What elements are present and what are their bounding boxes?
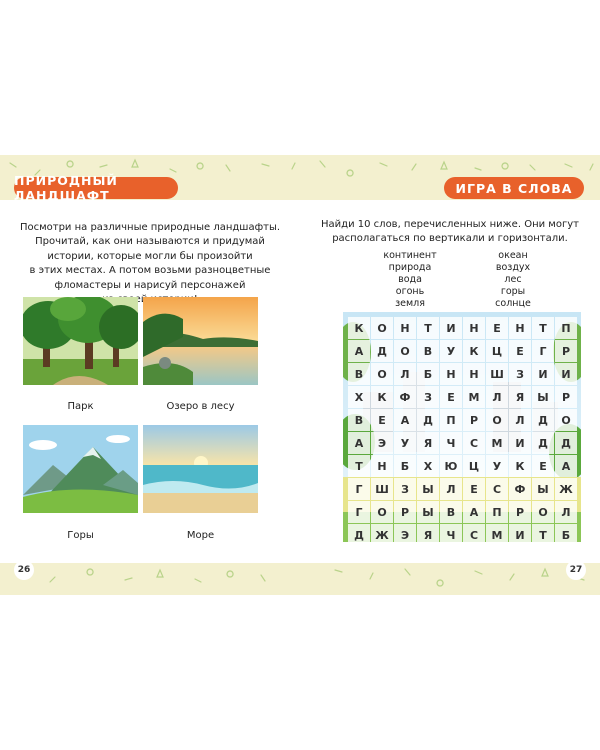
word-list-left bbox=[370, 250, 450, 310]
grid-cell[interactable]: У bbox=[440, 340, 462, 362]
grid-cell[interactable]: Ю bbox=[440, 455, 462, 477]
grid-cell[interactable]: О bbox=[371, 363, 393, 385]
right-page bbox=[300, 155, 600, 595]
grid-cell[interactable]: У bbox=[394, 432, 416, 454]
grid-cell[interactable]: Р bbox=[555, 340, 577, 362]
word-item: вода bbox=[398, 274, 422, 285]
grid-cell[interactable]: Г bbox=[348, 478, 370, 500]
intro-line: фломастеры и нарисуй персонажей bbox=[54, 279, 246, 291]
grid-cell[interactable]: Т bbox=[417, 317, 439, 339]
grid-cell[interactable]: Л bbox=[509, 409, 531, 431]
grid-cell[interactable]: К bbox=[371, 386, 393, 408]
grid-cell[interactable]: М bbox=[463, 386, 485, 408]
grid-cell[interactable]: Т bbox=[532, 317, 554, 339]
right-intro-text bbox=[308, 218, 592, 247]
grid-cell[interactable]: Р bbox=[394, 501, 416, 523]
grid-cell[interactable]: Ы bbox=[532, 386, 554, 408]
caption-mountains: Горы bbox=[67, 530, 94, 541]
grid-cell[interactable]: Д bbox=[532, 432, 554, 454]
grid-cell[interactable]: Т bbox=[532, 524, 554, 542]
grid-cell[interactable]: С bbox=[486, 478, 508, 500]
page-number-right: 27 bbox=[566, 560, 586, 580]
word-item: огонь bbox=[395, 286, 425, 297]
word-item: природа bbox=[388, 262, 432, 273]
grid-cell[interactable]: Ы bbox=[417, 478, 439, 500]
word-item: солнце bbox=[495, 298, 531, 309]
grid-cell[interactable]: О bbox=[394, 340, 416, 362]
grid-cell[interactable]: Е bbox=[440, 386, 462, 408]
word-list-right bbox=[473, 250, 553, 310]
grid-cell[interactable]: Л bbox=[440, 478, 462, 500]
grid-cell[interactable]: Е bbox=[463, 478, 485, 500]
letter-grid bbox=[348, 317, 577, 542]
word-item: лес bbox=[504, 274, 522, 285]
intro-line: Прочитай, как они называются и придумай bbox=[35, 236, 265, 248]
intro-line: Посмотри на различные природные ландшафты. bbox=[19, 222, 281, 233]
grid-cell[interactable]: Г bbox=[348, 501, 370, 523]
grid-cell[interactable]: Н bbox=[509, 317, 531, 339]
grid-cell[interactable]: У bbox=[486, 455, 508, 477]
grid-cell[interactable]: Э bbox=[394, 524, 416, 542]
grid-cell[interactable]: Л bbox=[555, 501, 577, 523]
sea-image bbox=[143, 425, 258, 513]
grid-cell[interactable]: Б bbox=[394, 455, 416, 477]
grid-cell[interactable]: А bbox=[348, 432, 370, 454]
grid-cell[interactable]: Д bbox=[532, 409, 554, 431]
grid-cell[interactable]: Ч bbox=[440, 432, 462, 454]
caption-sea: Море bbox=[186, 530, 215, 541]
grid-cell[interactable]: Н bbox=[463, 317, 485, 339]
grid-cell[interactable]: О bbox=[555, 409, 577, 431]
grid-cell[interactable]: Е bbox=[509, 340, 531, 362]
grid-cell[interactable]: С bbox=[463, 432, 485, 454]
grid-cell[interactable]: В bbox=[348, 363, 370, 385]
grid-cell[interactable]: А bbox=[555, 455, 577, 477]
grid-cell[interactable]: Ы bbox=[532, 478, 554, 500]
grid-cell[interactable]: И bbox=[555, 363, 577, 385]
grid-cell[interactable]: З bbox=[417, 386, 439, 408]
grid-cell[interactable]: Д bbox=[348, 524, 370, 542]
grid-cell[interactable]: Ж bbox=[371, 524, 393, 542]
caption-forest-lake: Озеро в лесу bbox=[166, 401, 235, 412]
word-search-puzzle bbox=[343, 312, 581, 542]
left-intro-text bbox=[10, 221, 290, 307]
grid-cell[interactable]: И bbox=[532, 363, 554, 385]
grid-cell[interactable]: К bbox=[348, 317, 370, 339]
grid-cell[interactable]: П bbox=[440, 409, 462, 431]
grid-cell[interactable]: Я bbox=[509, 386, 531, 408]
grid-cell[interactable]: О bbox=[532, 501, 554, 523]
grid-cell[interactable]: С bbox=[463, 524, 485, 542]
grid-cell[interactable]: Н bbox=[394, 317, 416, 339]
caption-park: Парк bbox=[67, 401, 94, 412]
grid-cell[interactable]: Я bbox=[417, 524, 439, 542]
intro-line: располагаться по вертикали и горизонтали. bbox=[332, 233, 568, 245]
word-item: континент bbox=[383, 250, 437, 261]
grid-cell[interactable]: Ы bbox=[417, 501, 439, 523]
book-spread bbox=[0, 155, 600, 595]
grid-cell[interactable]: А bbox=[463, 501, 485, 523]
grid-cell[interactable]: Б bbox=[417, 363, 439, 385]
grid-cell[interactable]: О bbox=[371, 501, 393, 523]
grid-cell[interactable]: А bbox=[348, 340, 370, 362]
intro-line: в этих местах. А потом возьми разноцветные bbox=[29, 265, 271, 277]
grid-cell[interactable]: Р bbox=[509, 501, 531, 523]
grid-cell[interactable]: Я bbox=[417, 432, 439, 454]
left-page-title: ПРИРОДНЫЙ ЛАНДШАФТ bbox=[14, 177, 178, 199]
forest-lake-image bbox=[143, 297, 258, 385]
grid-cell[interactable]: К bbox=[463, 340, 485, 362]
grid-cell[interactable]: П bbox=[486, 501, 508, 523]
grid-cell[interactable]: Б bbox=[555, 524, 577, 542]
word-item: горы bbox=[500, 286, 526, 297]
mountains-image bbox=[23, 425, 138, 513]
grid-cell[interactable]: О bbox=[486, 409, 508, 431]
grid-cell[interactable]: Р bbox=[463, 409, 485, 431]
right-page-title: ИГРА В СЛОВА bbox=[444, 177, 584, 199]
page-number-left: 26 bbox=[14, 560, 34, 580]
park-image bbox=[23, 297, 138, 385]
grid-cell[interactable]: И bbox=[440, 317, 462, 339]
grid-cell[interactable]: Ф bbox=[509, 478, 531, 500]
grid-cell[interactable]: А bbox=[394, 409, 416, 431]
grid-cell[interactable]: М bbox=[486, 432, 508, 454]
grid-cell[interactable]: Ц bbox=[463, 455, 485, 477]
grid-cell[interactable]: В bbox=[417, 340, 439, 362]
grid-cell[interactable]: Н bbox=[371, 455, 393, 477]
grid-cell[interactable]: Ч bbox=[440, 524, 462, 542]
grid-cell[interactable]: И bbox=[509, 432, 531, 454]
grid-cell[interactable]: Л bbox=[394, 363, 416, 385]
grid-cell[interactable]: Т bbox=[348, 455, 370, 477]
grid-cell[interactable]: П bbox=[555, 317, 577, 339]
word-item: океан bbox=[498, 250, 528, 261]
grid-cell[interactable]: Е bbox=[532, 455, 554, 477]
grid-cell[interactable]: М bbox=[486, 524, 508, 542]
grid-cell[interactable]: Ц bbox=[486, 340, 508, 362]
grid-cell[interactable]: К bbox=[509, 455, 531, 477]
grid-cell[interactable]: Г bbox=[532, 340, 554, 362]
grid-cell[interactable]: Ш bbox=[486, 363, 508, 385]
grid-cell[interactable]: Е bbox=[371, 409, 393, 431]
grid-cell[interactable]: Н bbox=[440, 363, 462, 385]
grid-cell[interactable]: Е bbox=[486, 317, 508, 339]
grid-cell[interactable]: Ж bbox=[555, 478, 577, 500]
word-item: земля bbox=[395, 298, 425, 309]
grid-cell[interactable]: Ш bbox=[371, 478, 393, 500]
intro-line: Найди 10 слов, перечисленных ниже. Они могут bbox=[321, 219, 579, 230]
grid-cell[interactable]: Д bbox=[371, 340, 393, 362]
grid-cell[interactable]: Ф bbox=[394, 386, 416, 408]
grid-cell[interactable]: Э bbox=[371, 432, 393, 454]
intro-line: истории, которые могли бы произойти bbox=[47, 250, 253, 262]
grid-cell[interactable]: В bbox=[348, 409, 370, 431]
grid-cell[interactable]: Д bbox=[417, 409, 439, 431]
grid-cell[interactable]: Р bbox=[555, 386, 577, 408]
grid-cell[interactable]: З bbox=[509, 363, 531, 385]
grid-cell[interactable]: Д bbox=[555, 432, 577, 454]
word-item: воздух bbox=[495, 262, 531, 273]
grid-cell[interactable]: В bbox=[440, 501, 462, 523]
left-page bbox=[0, 155, 300, 595]
grid-cell[interactable]: И bbox=[509, 524, 531, 542]
grid-cell[interactable]: Л bbox=[486, 386, 508, 408]
grid-cell[interactable]: З bbox=[394, 478, 416, 500]
grid-cell[interactable]: Х bbox=[348, 386, 370, 408]
grid-cell[interactable]: Н bbox=[463, 363, 485, 385]
grid-cell[interactable]: О bbox=[371, 317, 393, 339]
grid-cell[interactable]: Х bbox=[417, 455, 439, 477]
